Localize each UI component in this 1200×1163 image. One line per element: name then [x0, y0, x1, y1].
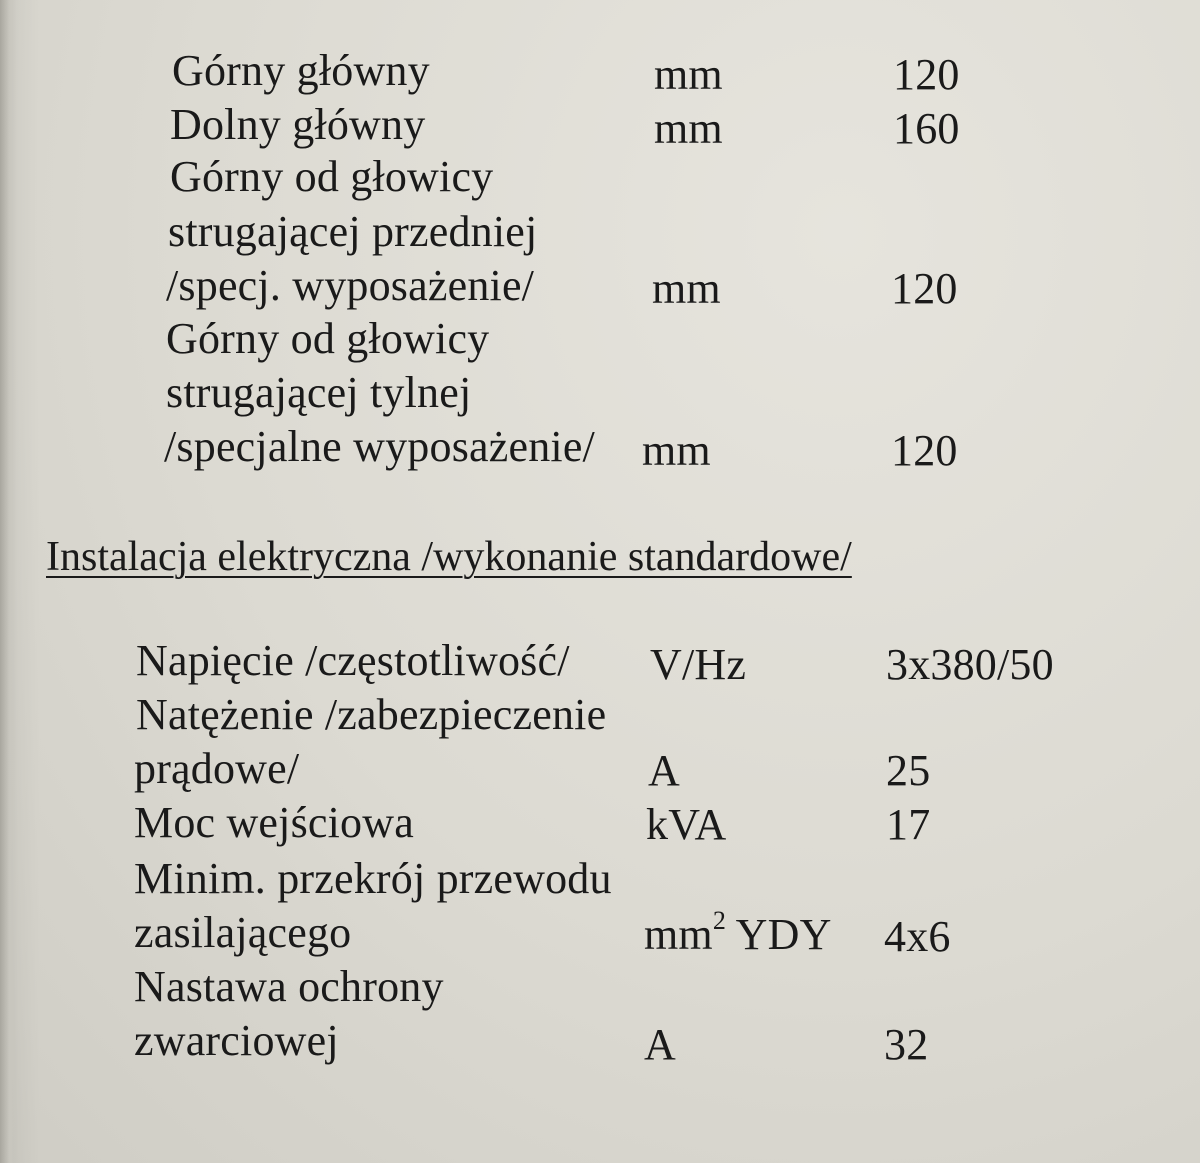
row-label: zasilającego [134, 908, 352, 957]
section-heading: Instalacja elektryczna /wykonanie standardowe/ [46, 534, 852, 580]
row-label: /specj. wyposażenie/ [166, 261, 535, 310]
row-unit: mm [654, 50, 723, 99]
row-value: 120 [893, 50, 960, 99]
row-label: Natężenie /zabezpieczenie [136, 690, 607, 739]
row-label: /specjalne wyposażenie/ [164, 422, 595, 471]
row-label: Dolny główny [170, 100, 426, 149]
row-value: 120 [891, 426, 958, 475]
row-label: zwarciowej [134, 1016, 339, 1065]
row-unit: $mm^2$ YDY [644, 906, 832, 959]
row-unit: mm [654, 104, 723, 153]
row-label: Górny od głowicy [170, 152, 494, 201]
row-value: 25 [886, 746, 931, 795]
book-spine-shadow [0, 0, 16, 1163]
row-value: 32 [884, 1020, 929, 1069]
row-label: prądowe/ [134, 744, 300, 793]
row-unit: A [648, 746, 680, 795]
row-unit: kVA [646, 800, 727, 849]
row-value: 17 [886, 800, 931, 849]
row-unit: A [644, 1020, 676, 1069]
row-unit: V/Hz [650, 640, 747, 689]
row-label: Nastawa ochrony [134, 962, 444, 1011]
row-label: Górny od głowicy [166, 314, 490, 363]
row-value: 4x6 [884, 912, 951, 961]
row-label: strugającej tylnej [166, 368, 472, 417]
row-label: Minim. przekrój przewodu [134, 854, 612, 903]
row-label: strugającej przedniej [168, 207, 538, 256]
row-label: Górny główny [172, 46, 430, 95]
row-unit: mm [642, 426, 711, 475]
row-value: 120 [891, 264, 958, 313]
row-value: 160 [893, 104, 960, 153]
row-unit: mm [652, 264, 721, 313]
row-label: Napięcie /częstotliwość/ [136, 636, 570, 685]
row-label: Moc wejściowa [134, 798, 414, 847]
row-value: 3x380/50 [886, 640, 1054, 689]
